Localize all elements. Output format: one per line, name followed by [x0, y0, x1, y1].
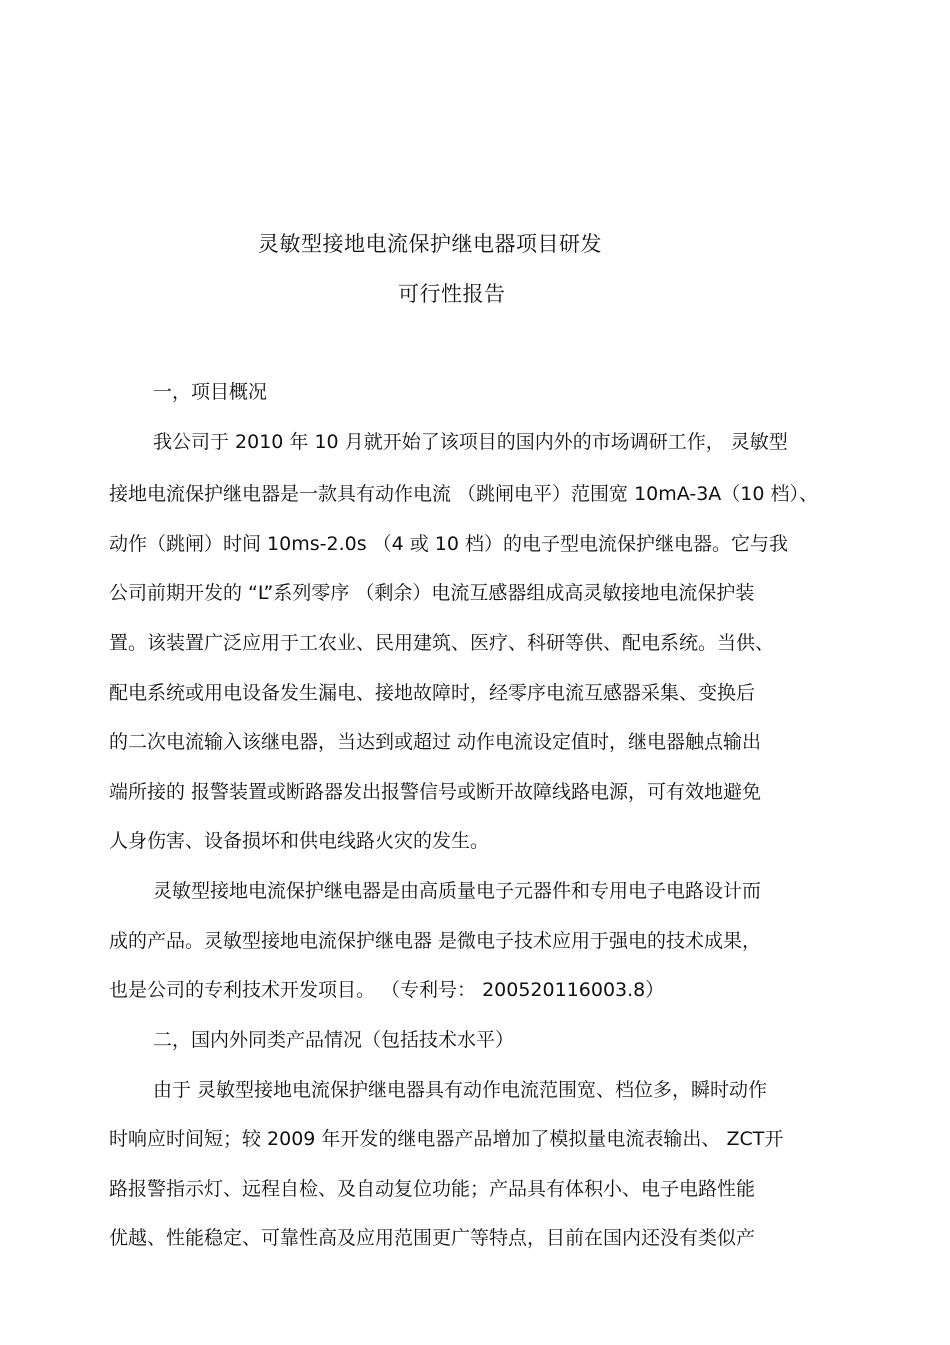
- section-heading-domestic-foreign: 二，国内外同类产品情况（包括技术水平）: [153, 1029, 515, 1051]
- paragraph-line: 的二次电流输入该继电器，当达到或超过 动作电流设定值时，继电器触点输出: [109, 731, 762, 753]
- paragraph-line: 路报警指示灯、远程自检、及自动复位功能；产品具有体积小、电子电路性能: [109, 1178, 756, 1200]
- paragraph-line: 端所接的 报警装置或断路器发出报警信号或断开故障线路电源，可有效地避免: [109, 781, 762, 803]
- paragraph-line: 灵敏型接地电流保护继电器是由高质量电子元器件和专用电子电路设计而: [153, 880, 762, 902]
- paragraph-line: 成的产品。灵敏型接地电流保护继电器 是微电子技术应用于强电的技术成果，: [109, 930, 762, 952]
- paragraph-line: 动作（跳闸）时间 10ms-2.0s （4 或 10 档）的电子型电流保护继电器。它与我: [109, 533, 789, 555]
- paragraph-line: 接地电流保护继电器是一款具有动作电流 （跳闸电平）范围宽 10mA-3A（10 档）、: [109, 483, 819, 505]
- paragraph-line: 我公司于 2010 年 10 月就开始了该项目的国内外的市场调研工作， 灵敏型: [153, 431, 788, 453]
- paragraph-line: 配电系统或用电设备发生漏电、接地故障时，经零序电流互感器采集、变换后: [109, 682, 756, 704]
- document-subtitle: 可行性报告: [398, 282, 506, 306]
- document-title: 灵敏型接地电流保护继电器项目研发: [258, 232, 602, 256]
- section-heading-overview: 一，项目概况: [153, 381, 268, 403]
- paragraph-line: 优越、性能稳定、可靠性高及应用范围更广等特点，目前在国内还没有类似产: [109, 1227, 756, 1249]
- paragraph-line: 时响应时间短；较 2009 年开发的继电器产品增加了模拟量电流表输出、 ZCT开: [109, 1128, 784, 1150]
- paragraph-line: 由于 灵敏型接地电流保护继电器具有动作电流范围宽、档位多，瞬时动作: [153, 1079, 768, 1101]
- paragraph-line: 公司前期开发的 “L”系列零序 （剩余）电流互感器组成高灵敏接地电流保护装: [109, 582, 755, 604]
- paragraph-line: 人身伤害、设备损坏和供电线路火灾的发生。: [109, 830, 490, 852]
- paragraph-line: 也是公司的专利技术开发项目。 （专利号： 200520116003.8）: [109, 979, 665, 1001]
- paragraph-line: 置。该装置广泛应用于工农业、民用建筑、医疗、科研等供、配电系统。当供、: [109, 632, 775, 654]
